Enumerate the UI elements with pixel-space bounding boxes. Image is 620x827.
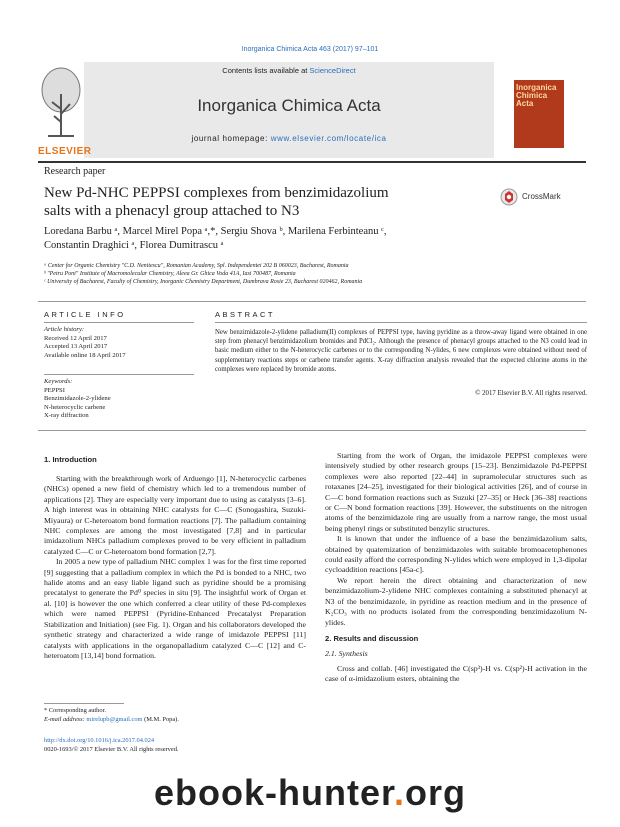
online-date: Available online 18 April 2017 xyxy=(44,351,126,359)
doi-link[interactable]: http://dx.doi.org/10.1016/j.ica.2017.04.024 xyxy=(44,737,155,744)
homepage-link[interactable]: www.elsevier.com/locate/ica xyxy=(270,134,387,143)
front-matter-divider xyxy=(38,301,586,302)
article-history xyxy=(44,326,194,360)
left-column xyxy=(44,474,306,661)
accepted-date: Accepted 13 April 2017 xyxy=(44,343,108,351)
article-info-heading: ARTICLE INFO xyxy=(44,310,126,319)
paragraph: We report herein the direct obtaining and characterization of new benzimidazolium-2-ylidene NHC complexes containing a substituted phenacyl at N3 of the benzimidazole, in pyridine as reaction medium and in the presence of K₂CO₃ with no products isolated from the corresponding benzimidazolium N-ylides. xyxy=(325,575,587,627)
sciencedirect-link[interactable]: ScienceDirect xyxy=(309,66,356,75)
right-column xyxy=(325,451,587,685)
contents-line xyxy=(84,66,494,75)
email-link[interactable]: mirelupb@gmail.com xyxy=(86,716,143,723)
footnote-rule xyxy=(44,703,124,704)
article-type: Research paper xyxy=(44,166,106,177)
paragraph: It is known that under the influence of a base the benzimidazolium salts, obtained by quaternization of benzimidazoles with suitable bromoacetophenones could easily afford the corresponding N-ylides which were employed in 1,3-dipolar cycloaddition reactions [45a-c]. xyxy=(325,534,587,575)
abstract-text: New benzimidazole-2-ylidene palladium(II) complexes of PEPPSI type, having pyridine as a throw-away ligand were obtained in one step from phenacyl benzimidazolium bromides and PdCl₂. Although the presence of phenacyl groups attached to the N3 could lead in basic medium either to the N-heterocyclic carbenes or to the corresponding N-ylides, 6 new complexes were obtained without need of supplementary reactions steps or carbene transfer agents. X-ray diffraction analysis revealed that the expected chlorine atoms in the complexes were replaced by bromide atoms. xyxy=(215,329,587,373)
abstract-rule xyxy=(215,322,587,323)
article-info-rule xyxy=(44,322,194,323)
affiliation-b: ᵇ "Petru Poni" Institute of Macromolecular Chemistry, Aleea Gr. Ghica Voda 41A, Iasi 700487, Romania xyxy=(44,271,296,277)
email-suffix: (M.M. Popa). xyxy=(144,716,179,723)
subsection-heading-synthesis: 2.1. Synthesis xyxy=(325,648,368,658)
paragraph: Starting from the work of Organ, the imidazole PEPPSI complexes were intensively studied by other research groups [15–23]. Benzimidazole Pd-PEPPSI complexes were also reported [22–44] in supramolecular structures such as rotaxanes [24–25], investigated for their biological activities [26], and of course in C—C bond formation reactions such as Suzuki [27–35] or Heck [36–38] reactions or C—N bond formation reactions [39]. However, the substituents on the nitrogen atoms of the benzimidazole ring are usually from a narrow range, the most usual being phenyl rings or substituted benzylic structures. xyxy=(325,451,587,533)
section-heading-introduction: 1. Introduction xyxy=(44,455,97,464)
history-label: Article history: xyxy=(44,326,85,333)
author-list xyxy=(44,225,474,253)
crossmark-icon xyxy=(500,188,518,206)
crossmark-badge[interactable] xyxy=(500,188,588,206)
keywords-block xyxy=(44,378,194,421)
authors-line-2: Constantin Draghici ᵃ, Florea Dumitrascu ᵃ xyxy=(44,240,224,251)
keywords-rule xyxy=(44,374,194,375)
elsevier-tree-logo xyxy=(40,64,82,142)
journal-reference[interactable]: Inorganica Chimica Acta 463 (2017) 97–101 xyxy=(241,46,379,53)
keyword: Benzimidazole-2-ylidene xyxy=(44,395,111,403)
paragraph: Starting with the breakthrough work of Arduengo [1], N-heterocyclic carbenes (NHCs) opened a new field of chemistry which led to a tremendous number of applications [2]. They are especially very important due to using as catalysts [3–6]. A high interest was in obtaining NHC catalysts for C—C (Sonogashira, Suzuki-Miyaura) or C-heteroatom bond formation reactions [7]. The palladium containing NHC complexes are among the most investigated [7,8] and in particular imidazolium NHCs palladium complexes proved to be very efficient in palladium catalyzed C—C or C-heteroatom bond formation [2,7]. xyxy=(44,474,306,556)
watermark-dot: . xyxy=(394,772,406,813)
watermark-part-1: ebook-hunter xyxy=(153,772,394,813)
section-heading-results: 2. Results and discussion xyxy=(325,633,419,643)
affiliation-a: ᵃ Center for Organic Chemistry "C.D. Nenitescu", Romanian Academy, Spl. Independentei 202 B 060023, Bucharest, Romania xyxy=(44,263,349,269)
email-line xyxy=(44,716,179,723)
homepage-prefix: journal homepage: xyxy=(191,134,268,143)
keyword: X-ray diffraction xyxy=(44,412,89,420)
paragraph: In 2005 a new type of palladium NHC complex 1 was for the first time reported [9] suggesting that a palladium complex in which the Pd is bonded to a NHC, two halide atoms and an easy liable ligand such as pyridine should be a promising precatalyst to generate the Pd⁰ species in situ [9]. The insightful work of Organ et al. [10] is however the one which conferred a clear utility of these Pd-complexes which were named PEPPSI (Pyridine-Enhanced Precatalyst Preparation Stabilization and Initiation) (see Fig. 1). Organ and his collaborators developed the synthetic strategy and characterized a wide range of imidazole PEPPSI [11] catalysts with applications in the organopalladium catalyzed C—C [12] and C-heteroatom [13,14] bond formation. xyxy=(44,557,306,660)
publisher-name: ELSEVIER xyxy=(38,146,92,157)
title-line-2: salts with a phenacyl group attached to N3 xyxy=(44,203,300,219)
article-title xyxy=(44,184,464,220)
received-date: Received 12 April 2017 xyxy=(44,334,107,342)
corresponding-author-note: * Corresponding author. xyxy=(44,707,106,714)
watermark xyxy=(0,772,620,814)
issn-copyright: 0020-1693/© 2017 Elsevier B.V. All rights reserved. xyxy=(44,746,179,753)
abstract-heading: ABSTRACT xyxy=(215,310,276,319)
header-divider xyxy=(38,161,586,163)
crossmark-label: CrossMark xyxy=(522,192,561,201)
journal-cover-title: Inorganica Chimica Acta xyxy=(516,83,557,108)
authors-line-1: Loredana Barbu ᵃ, Marcel Mirel Popa ᵃ,*, Sergiu Shova ᵇ, Marilena Ferbinteanu ᶜ, xyxy=(44,226,387,237)
abstract-divider xyxy=(38,430,586,431)
abstract-copyright: © 2017 Elsevier B.V. All rights reserved. xyxy=(475,390,587,397)
journal-title: Inorganica Chimica Acta xyxy=(197,96,381,115)
keyword: PEPPSI xyxy=(44,386,65,394)
affiliation-c: ᶜ University of Bucharest, Faculty of Chemistry, Inorganic Chemistry Department, Dumbrava Rosie 23, Bucharest 020462, Romania xyxy=(44,279,363,285)
email-prefix: E-mail address: xyxy=(44,716,85,723)
keyword: N-heterocyclic carbene xyxy=(44,403,106,411)
journal-homepage xyxy=(84,134,494,143)
title-line-1: New Pd-NHC PEPPSI complexes from benzimidazolium xyxy=(44,185,389,201)
keywords-label: Keywords: xyxy=(44,378,73,385)
contents-prefix: Contents lists available at xyxy=(222,66,308,75)
watermark-part-2: org xyxy=(405,772,467,813)
paragraph: Cross and collab. [46] investigated the C(sp³)-H vs. C(sp²)-H activation in the case of α-imidazolium esters, obtaining the xyxy=(325,663,587,684)
